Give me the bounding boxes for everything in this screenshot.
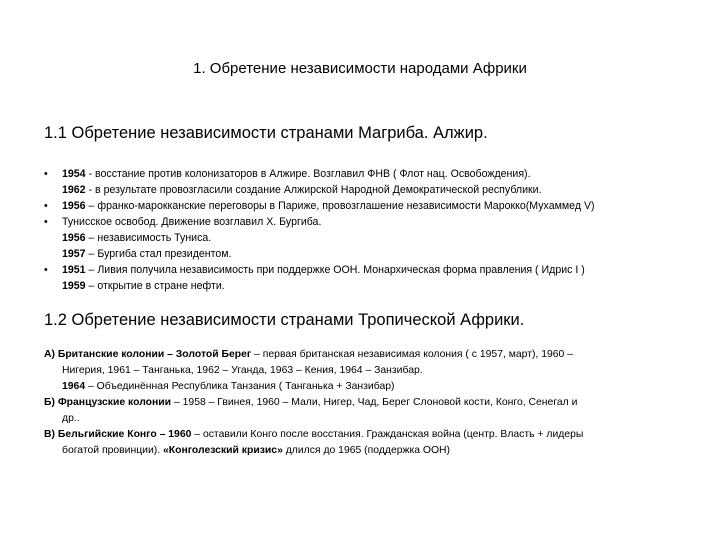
section2-body [44, 347, 686, 459]
list-item [44, 262, 684, 278]
belgian-label: В) Бельгийские Конго – 1960 [44, 429, 192, 440]
paragraph-tanzania [44, 379, 686, 395]
item-text: – франко-марокканские переговоры в Париже, провозглашение независимости Марокко(Мухаммед V) [85, 200, 595, 212]
paragraph-belgian-cont [44, 443, 686, 459]
british-label: А) Британские колонии – Золотой Берег [44, 349, 252, 360]
section1-heading: 1.1 Обретение независимости странами Магриба. Алжир. [44, 124, 488, 142]
paragraph-british [44, 347, 686, 363]
list-item [44, 166, 684, 182]
year-label: 1951 [62, 264, 86, 276]
french-label: Б) Французские колонии [44, 397, 172, 408]
paragraph-french [44, 395, 686, 411]
year-label: 1957 [62, 248, 86, 260]
item-text: – открытие в стране нефти. [85, 280, 225, 292]
bullet-icon: • [44, 216, 48, 228]
item-text: – Бургиба стал президентом. [85, 248, 232, 260]
paragraph-british-cont: Нигерия, 1961 – Танганька, 1962 – Уганда, 1963 – Кения, 1964 – Занзибар. [62, 365, 423, 376]
tanzania-text: – Объединённая Республика Танзания ( Танганька + Занзибар) [85, 381, 395, 392]
year-label: 1959 [62, 280, 86, 292]
belgian-cont-end: длился до 1965 (поддержка ООН) [282, 445, 451, 456]
year-label: 1956 [62, 232, 86, 244]
british-text: – первая британская независимая колония ( с 1957, март), 1960 – [251, 349, 573, 360]
bullet-icon: • [44, 200, 48, 212]
year-label: 1964 [62, 381, 86, 392]
list-item [44, 198, 684, 214]
item-text: - восстание против колонизаторов в Алжире. Возглавил ФНВ ( Флот нац. Освобождения). [85, 168, 531, 180]
year-label: 1962 [62, 184, 86, 196]
year-label: 1954 [62, 168, 86, 180]
item-text: - в результате провозгласили создание Алжирской Народной Демократической республики. [85, 184, 542, 196]
belgian-text: – оставили Конго после восстания. Гражданская война (центр. Власть + лидеры [191, 429, 584, 440]
congo-crisis-label: «Конголезский кризис» [163, 445, 283, 456]
list-item [44, 214, 684, 230]
list-item [44, 278, 684, 294]
french-text: – 1958 – Гвинея, 1960 – Мали, Нигер, Чад, Берег Слоновой кости, Конго, Сенегал и [171, 397, 578, 408]
item-text: – Ливия получила независимость при поддержке ООН. Монархическая форма правления ( Идрис I ) [85, 264, 585, 276]
paragraph-french-cont: др.. [62, 413, 80, 424]
list-item [44, 230, 684, 246]
item-text: – независимость Туниса. [85, 232, 212, 244]
section1-list [44, 166, 684, 294]
year-label: 1956 [62, 200, 86, 212]
list-item [44, 182, 684, 198]
section2-heading: 1.2 Обретение независимости странами Тропической Африки. [44, 311, 525, 329]
bullet-icon: • [44, 168, 48, 180]
bullet-icon: • [44, 264, 48, 276]
belgian-cont-text: богатой провинции). [62, 445, 163, 456]
paragraph-belgian [44, 427, 686, 443]
item-text: Тунисское освобод. Движение возглавил Х. Бургиба. [62, 216, 322, 228]
page-title: 1. Обретение независимости народами Африки [193, 60, 527, 77]
list-item [44, 246, 684, 262]
